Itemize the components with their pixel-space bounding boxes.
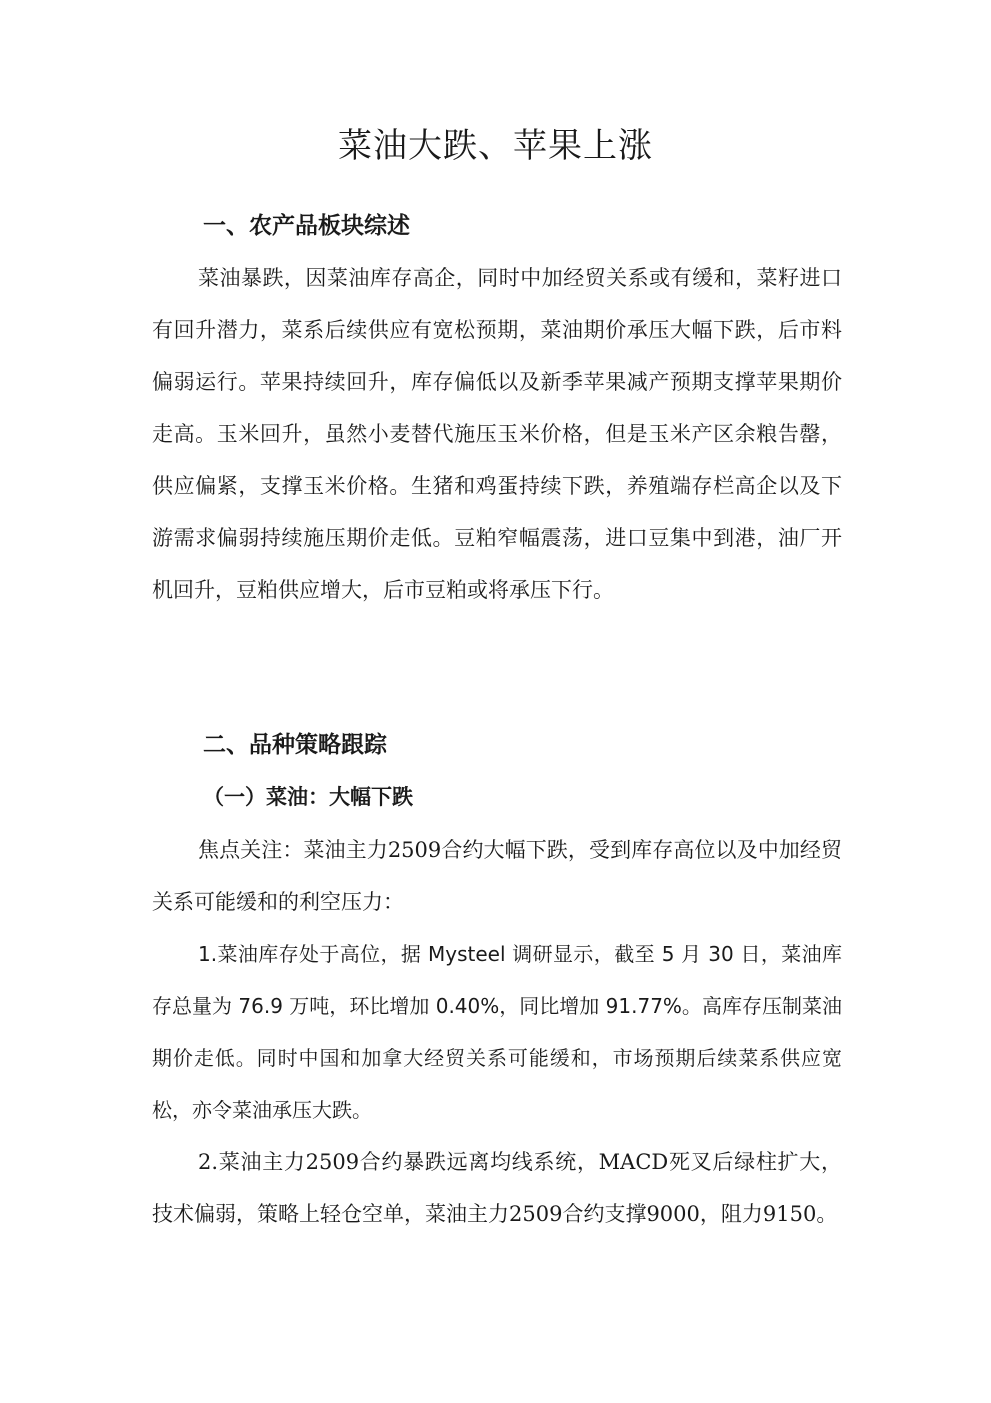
section-heading-overview: 一、农产品板块综述 <box>203 212 410 239</box>
overview-paragraph: 菜油暴跌，因菜油库存高企，同时中加经贸关系或有缓和，菜籽进口有回升潜力，菜系后续供应有宽松预期，菜油期价承压大幅下跌，后市料偏弱运行。苹果持续回升，库存偏低以及新季苹果减产预期支撑苹果期价走高。玉米回升，虽然小麦替代施压玉米价格，但是玉米产区余粮告罄，供应偏紧，支撑玉米价格。生猪和鸡蛋持续下跌，养殖端存栏高企以及下游需求偏弱持续施压期价走低。豆粕窄幅震荡，进口豆集中到港，油厂开机回升，豆粕供应增大，后市豆粕或将承压下行。 <box>152 266 842 602</box>
document-title: 菜油大跌、苹果上涨 <box>338 126 653 166</box>
point-1-paragraph: 1.菜油库存处于高位，据 Mysteel 调研显示，截至 5 月 30 日，菜油库存总量为 76.9 万吨，环比增加 0.40%，同比增加 91.77%。高库存压制菜油期价走低。同时中国和加拿大经贸关系可能缓和，市场预期后续菜系供应宽松，亦令菜油承压大跌。 <box>152 942 842 1122</box>
focus-paragraph: 焦点关注：菜油主力2509合约大幅下跌，受到库存高位以及中加经贸关系可能缓和的利空压力： <box>152 838 842 914</box>
section-heading-strategy: 二、品种策略跟踪 <box>203 731 387 758</box>
point-2-paragraph: 2.菜油主力2509合约暴跌远离均线系统，MACD死叉后绿柱扩大，技术偏弱，策略上轻仓空单，菜油主力2509合约支撑9000，阻力9150。 <box>152 1150 842 1226</box>
subheading-rapeseed-oil: （一）菜油：大幅下跌 <box>203 784 413 809</box>
